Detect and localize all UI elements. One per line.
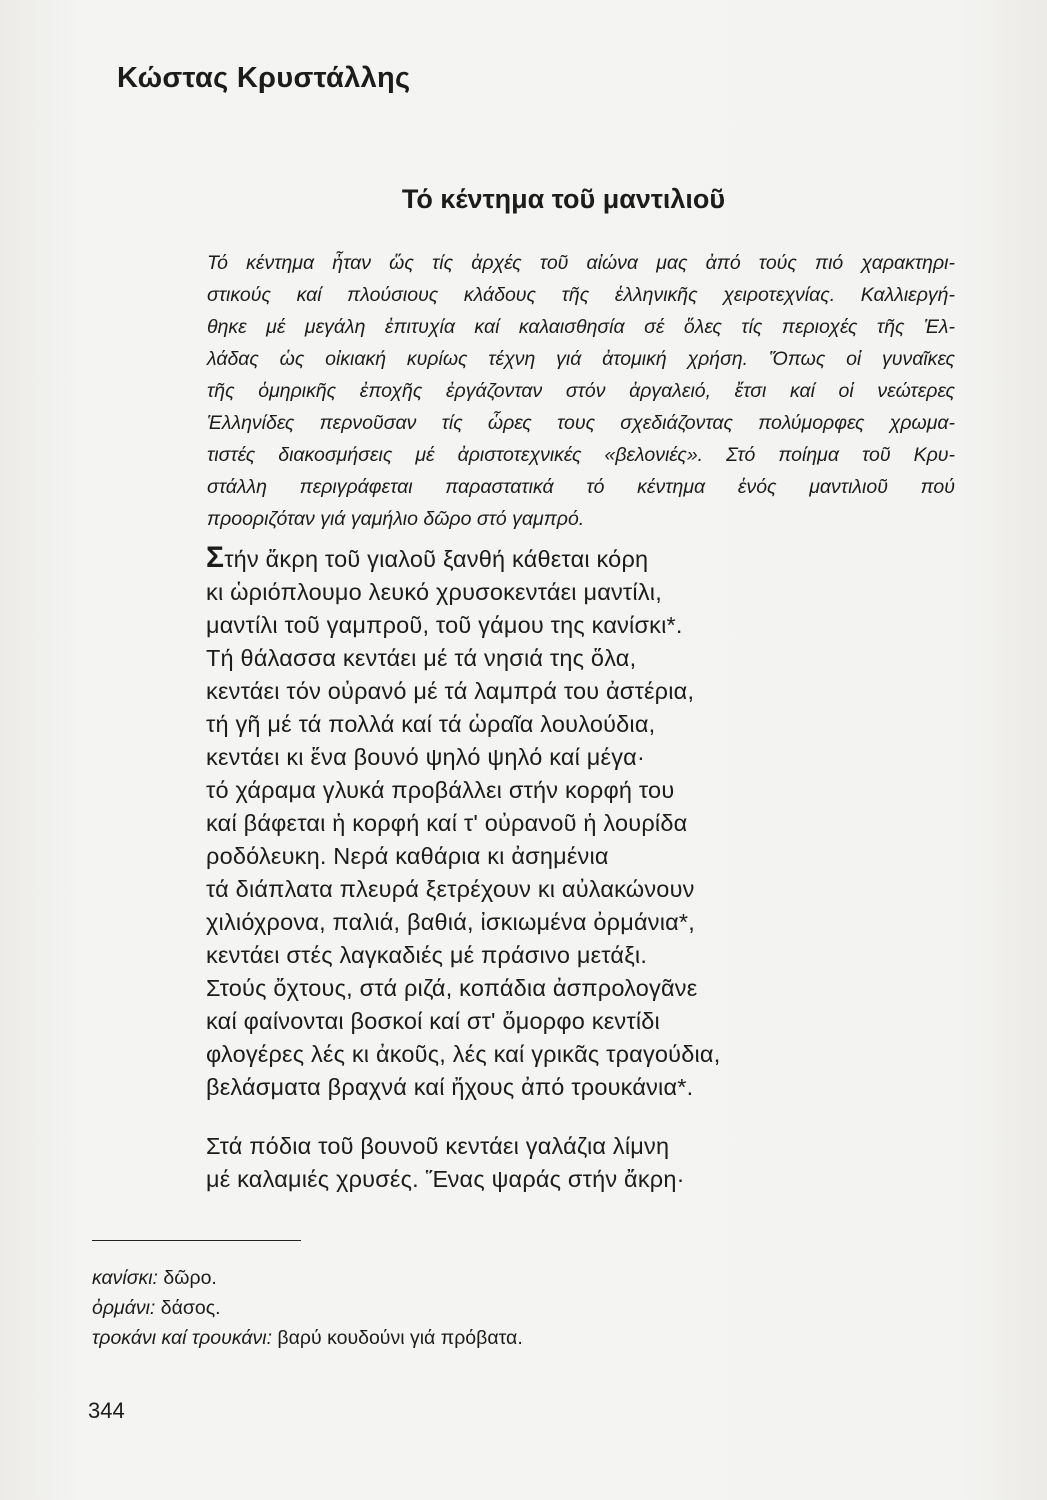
intro-line: Ἑλληνίδες περνοῦσαν τίς ὧρες τους σχεδιάζοντας πολύμορφες χρωμα- (207, 412, 955, 434)
poem-verse: κι ὡριόπλουμο λευκό χρυσοκεντάει μαντίλι, (206, 579, 662, 605)
footnote-term: ὀρμάνι: (92, 1297, 156, 1319)
poem-verse: Τή θάλασσα κεντάει μέ τά νησιά της ὅλα, (206, 645, 637, 671)
poem-verse: τά διάπλατα πλευρά ξετρέχουν κι αὐλακώνουν (206, 876, 695, 902)
intro-line: θηκε μέ μεγάλη ἐπιτυχία καί καλαισθησία σέ ὅλες τίς περιοχές τῆς Ἑλ- (207, 316, 955, 338)
intro-line: Τό κέντημα ἦταν ὥς τίς ἀρχές τοῦ αἰώνα μας ἀπό τούς πιό χαρακτηρι- (207, 252, 955, 274)
intro-line: στικούς καί πλούσιους κλάδους τῆς ἑλληνικῆς χειροτεχνίας. Καλλιεργή- (207, 284, 955, 306)
stanza-break (206, 1104, 720, 1130)
poem-verse: χιλιόχρονα, παλιά, βαθιά, ἰσκιωμένα ὀρμάνια*, (206, 909, 695, 935)
footnote (92, 1323, 523, 1353)
poem-body (206, 541, 720, 1196)
poem-verse: μέ καλαμιές χρυσές. Ἕνας ψαράς στήν ἄκρη· (206, 1166, 685, 1192)
intro-line: στάλλη περιγράφεται παραστατικά τό κέντημα ἑνός μαντιλιοῦ πού (207, 476, 955, 498)
poem-verse: κεντάει τόν οὐρανό μέ τά λαμπρά του ἀστέρια, (206, 678, 695, 704)
poem-verse: τό χάραμα γλυκά προβάλλει στήν κορφή του (206, 777, 675, 803)
poem-verse: κεντάει κι ἕνα βουνό ψηλό ψηλό καί μέγα· (206, 744, 645, 770)
footnote-term: τροκάνι καί τρουκάνι: (92, 1327, 272, 1349)
footnotes (92, 1263, 523, 1353)
footnote-divider (92, 1240, 301, 1241)
poem-verse: Στούς ὄχτους, στά ριζά, κοπάδια ἀσπρολογᾶνε (206, 975, 698, 1001)
poem-verse: καί βάφεται ἡ κορφή καί τ' οὐρανοῦ ἡ λουρίδα (206, 810, 688, 836)
intro-line: προοριζόταν γιά γαμήλιο δῶρο στό γαμπρό. (207, 508, 585, 530)
footnote (92, 1263, 523, 1293)
intro-line: τῆς ὁμηρικῆς ἐποχῆς ἐργάζονταν στόν ἀργαλειό, ἔτσι καί οἱ νεώτερες (207, 380, 955, 402)
poem-verse: βελάσματα βραχνά καί ἤχους ἀπό τρουκάνια*. (206, 1074, 694, 1100)
page-number: 344 (88, 1398, 125, 1423)
footnote-definition: δάσος. (160, 1297, 221, 1319)
poem-verse: ροδόλευκη. Νερά καθάρια κι ἀσημένια (206, 843, 609, 869)
poem-verse: φλογέρες λές κι ἀκοῦς, λές καί γρικᾶς τραγούδια, (206, 1041, 721, 1067)
footnote (92, 1293, 523, 1323)
poem-verse: μαντίλι τοῦ γαμπροῦ, τοῦ γάμου της κανίσκι*. (206, 612, 683, 638)
author-name: Κώστας Κρυστάλλης (117, 62, 411, 94)
footnote-definition: βαρύ κουδούνι γιά πρόβατα. (277, 1327, 523, 1349)
intro-paragraph (207, 247, 955, 535)
poem-title: Τό κέντημα τοῦ μαντιλιοῦ (401, 184, 726, 214)
poem-verse: κεντάει στές λαγκαδιές μέ πράσινο μετάξι. (206, 942, 648, 968)
intro-line: τιστές διακοσμήσεις μέ ἀριστοτεχνικές «βελονιές». Στό ποίημα τοῦ Κρυ- (207, 444, 955, 466)
footnote-definition: δῶρο. (163, 1267, 217, 1289)
poem-verse: Στά πόδια τοῦ βουνοῦ κεντάει γαλάζια λίμνη (206, 1133, 670, 1159)
poem-verse: καί φαίνονται βοσκοί καί στ' ὄμορφο κεντίδι (206, 1008, 660, 1034)
intro-line: λάδας ὡς οἰκιακή κυρίως τέχνη γιά ἀτομική χρήση. Ὅπως οἱ γυναῖκες (207, 348, 955, 370)
poem-verse: Στήν ἄκρη τοῦ γιαλοῦ ξανθή κάθεται κόρη (206, 541, 649, 574)
footnote-term: κανίσκι: (92, 1267, 158, 1289)
poem-verse: τή γῆ μέ τά πολλά καί τά ὡραῖα λουλούδια, (206, 711, 656, 737)
